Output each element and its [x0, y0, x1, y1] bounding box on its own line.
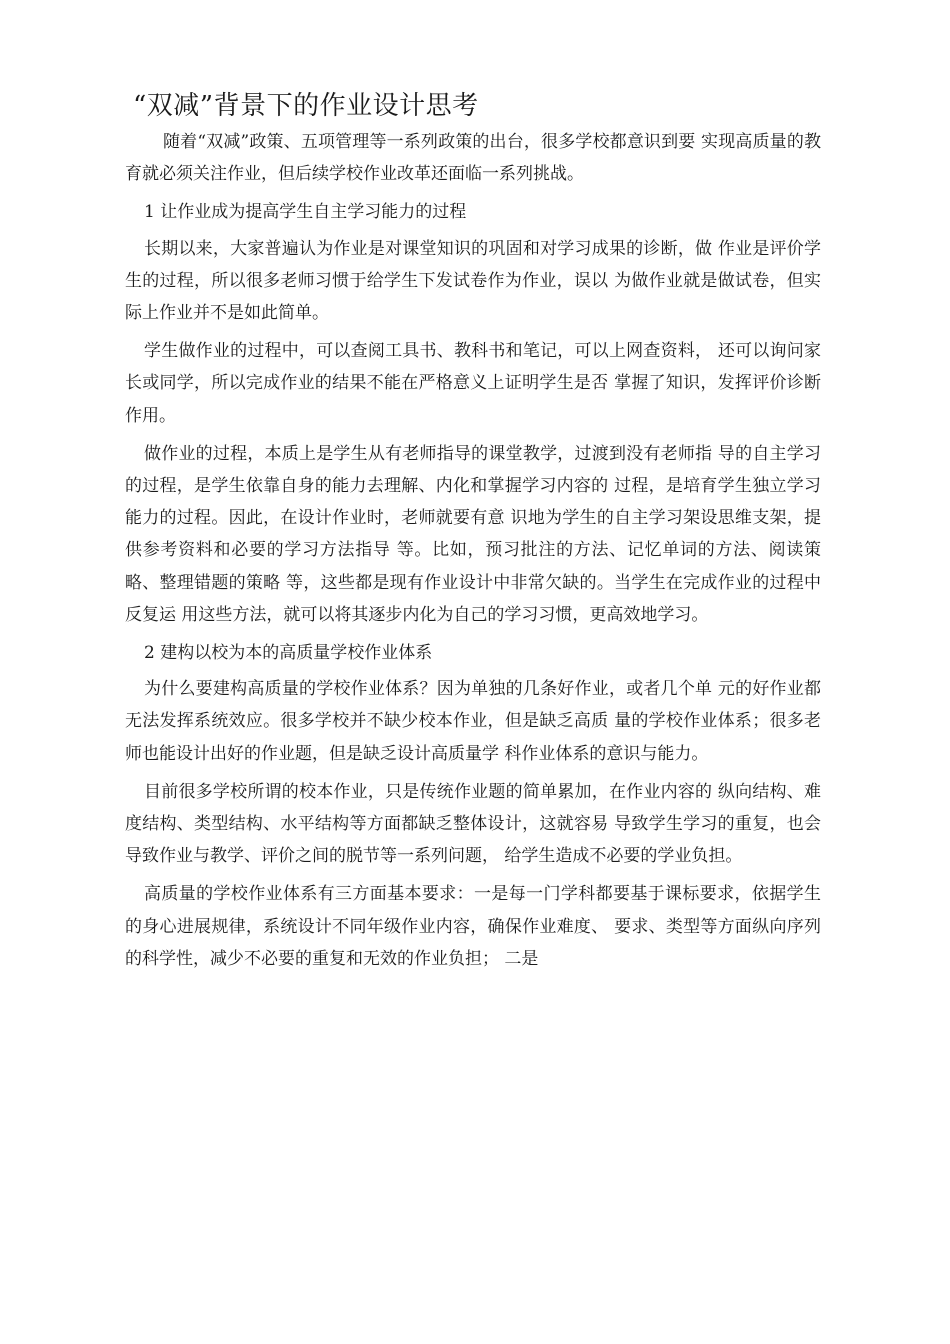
document-body [125, 86, 821, 975]
section-2-paragraph-1: 为什么要建构高质量的学校作业体系？因为单独的几条好作业，或者几个单 元的好作业都无法发挥系统效应。很多学校并不缺少校本作业，但是缺乏高质 量的学校作业体系；很多老师也能设计出好的作业题，但是缺乏设计高质量学 科作业体系的意识与能力。 [125, 679, 821, 764]
section-1-heading: 1 让作业成为提高学生自主学习能力的过程 [144, 202, 467, 223]
section-1-paragraph-2: 学生做作业的过程中，可以查阅工具书、教科书和笔记，可以上网查资料， 还可以询问家长或同学，所以完成作业的结果不能在严格意义上证明学生是否 掌握了知识，发挥评价诊断作用。 [125, 341, 821, 426]
intro-paragraph: 随着“双减”政策、五项管理等一系列政策的出台，很多学校都意识到要 实现高质量的教育就必须关注作业，但后续学校作业改革还面临一系列挑战。 [125, 132, 821, 185]
document-title: “双减”背景下的作业设计思考 [133, 91, 479, 121]
section-2-heading: 2 建构以校为本的高质量学校作业体系 [144, 643, 433, 664]
section-2-paragraph-2: 目前很多学校所谓的校本作业，只是传统作业题的简单累加，在作业内容的 纵向结构、难度结构、类型结构、水平结构等方面都缺乏整体设计，这就容易 导致学生学习的重复，也会导致作业与教学、评价之间的脱节等一系列问题， 给学生造成不必要的学业负担。 [125, 781, 821, 867]
section-1-paragraph-1: 长期以来，大家普遍认为作业是对课堂知识的巩固和对学习成果的诊断，做 作业是评价学生的过程，所以很多老师习惯于给学生下发试卷作为作业，误以 为做作业就是做试卷，但实际上作业并不是如此简单。 [125, 238, 821, 324]
section-1-paragraph-3: 做作业的过程，本质上是学生从有老师指导的课堂教学，过渡到没有老师指 导的自主学习的过程，是学生依靠自身的能力去理解、内化和掌握学习内容的 过程，是培育学生独立学习能力的过程。因此，在设计作业时，老师就要有意 识地为学生的自主学习架设思维支架，提供参考资料和必要的学习方法指导 等。比如，预习批注的方法、记忆单词的方法、阅读策略、整理错题的策略 等，这些都是现有作业设计中非常欠缺的。当学生在完成作业的过程中反复运 用这些方法，就可以将其逐步内化为自己的学习习惯，更高效地学习。 [125, 443, 821, 625]
section-2-paragraph-3: 高质量的学校作业体系有三方面基本要求：一是每一门学科都要基于课标要求，依据学生的身心进展规律，系统设计不同年级作业内容，确保作业难度、 要求、类型等方面纵向序列的科学性，减少不必要的重复和无效的作业负担； 二是 [125, 884, 821, 969]
